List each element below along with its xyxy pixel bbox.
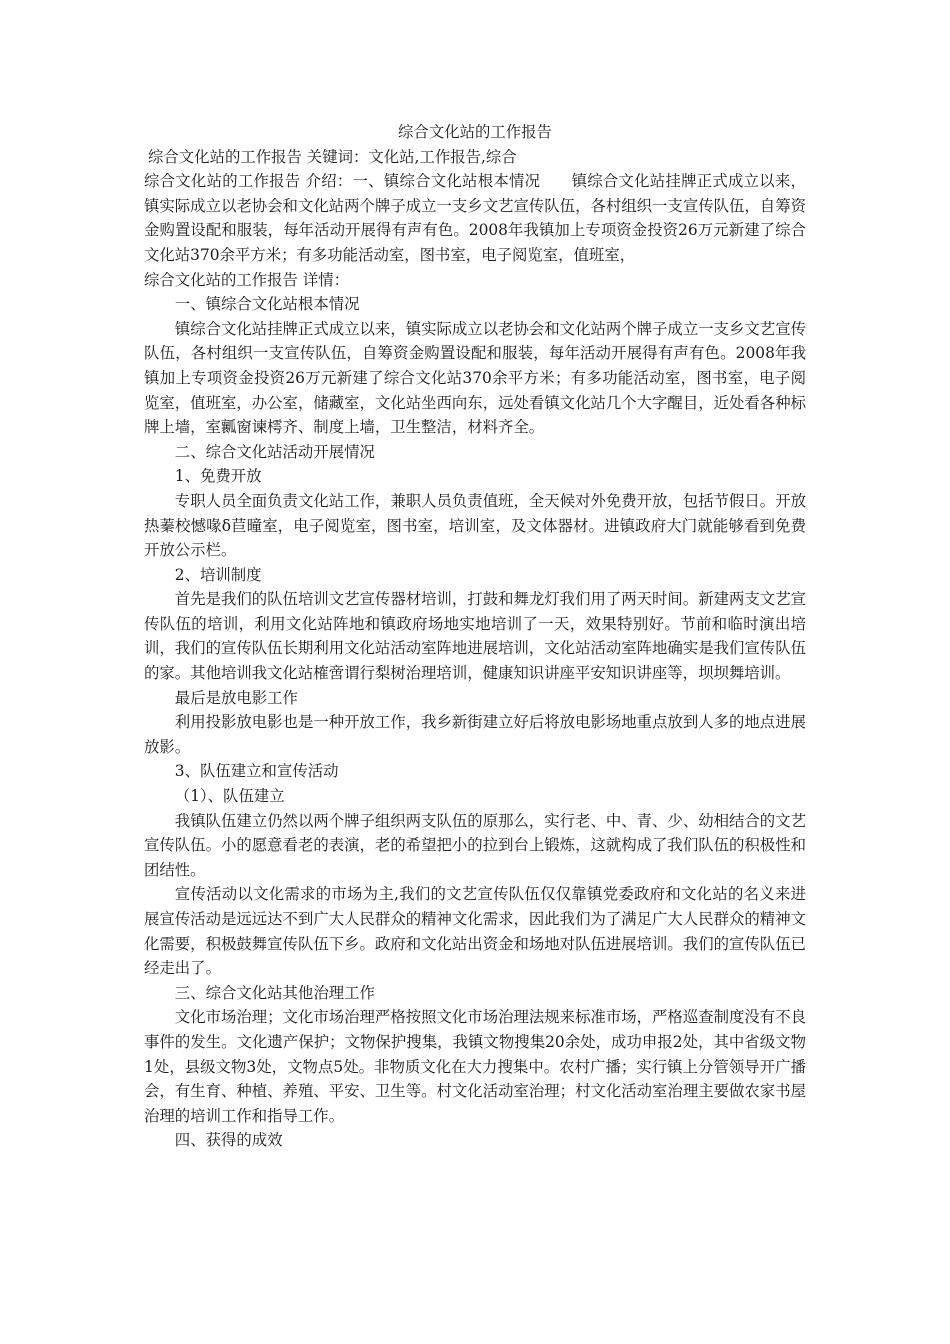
section-heading-2: 二、综合文化站活动开展情况	[174, 442, 375, 461]
document-title: 综合文化站的工作报告	[398, 123, 552, 141]
body-paragraph: 专职人员全面负责文化站工作，兼职人员负责值班，全天候对外免费开放，包括节假日。开放热蓁校憾喙δ苣曈室，电子阅览室，图书室，培训室，及文体器材。进镇政府大门就能够看到免费开放公示栏。	[144, 491, 806, 560]
body-paragraph: 我镇队伍建立仍然以两个牌子组织两支队伍的原那么，实行老、中、青、少、幼相结合的文艺宣传队伍。小的愿意看老的表演，老的希望把小的拉到台上锻炼，这就构成了我们队伍的积极性和团结性。	[144, 811, 806, 879]
body-paragraph: 首先是我们的队伍培训文艺宣传器材培训，打鼓和舞龙灯我们用了两天时间。新建两支文艺宣传队伍的培训，利用文化站阵地和镇政府场地实地培训了一天，效果特别好。节前和临时演出培训，我们的宣传队伍长期利用文化站活动室阵地进展培训，文化站活动室阵地确实是我们宣传队伍的家。其他培训我文化站榷啻谓行梨树治理培训，健康知识讲座平安知识讲座等，坝坝舞培训。	[144, 590, 806, 683]
body-paragraph: 文化市场治理；文化市场治理严格按照文化市场治理法规来标准市场，严格巡查制度没有不良事件的发生。文化遗产保护；文物保护搜集，我镇文物搜集20余处，成功申报2处，其中省级文物1处，县级文物3处，文物点5处。非物质文化在大力搜集中。农村广播；实行镇上分管领导开广播会，有生育、种植、养殖、平安、卫生等。村文化活动室治理；村文化活动室治理主要做农家书屋治理的培训工作和指导工作。	[144, 1008, 806, 1125]
subsection-heading: 最后是放电影工作	[174, 688, 298, 707]
subsection-heading: 2、培训制度	[174, 565, 262, 584]
section-heading-4: 四、获得的成效	[174, 1131, 283, 1150]
subsection-heading: 3、队伍建立和宣传活动	[174, 762, 339, 781]
section-heading-3: 三、综合文化站其他治理工作	[174, 983, 375, 1002]
body-paragraph: 宣传活动以文化需求的市场为主,我们的文艺宣传队伍仅仅靠镇党委政府和文化站的名义来进展宣传活动是远远达不到广大人民群众的精神文化需求，因此我们为了满足广大人民群众的精神文化需要，积极鼓舞宣传队伍下乡。政府和文化站出资金和场地对队伍进展培训。我们的宣传队伍已经走出了。	[144, 885, 806, 978]
intro-paragraph: 综合文化站的工作报告 介绍：一、镇综合文化站根本情况 镇综合文化站挂牌正式成立以来，镇实际成立以老协会和文化站两个牌子成立一支乡文艺宣传队伍，各村组织一支宣传队伍，自筹资金购置设配和服装，每年活动开展得有声有色。2008年我镇加上专项资金投资26万元新建了综合文化站370余平方米；有多功能活动室，图书室，电子阅览室，值班室，	[144, 172, 806, 264]
detail-label: 综合文化站的工作报告 详情：	[144, 270, 349, 289]
section-heading-1: 一、镇综合文化站根本情况	[174, 295, 360, 314]
subsection-heading: （1）、队伍建立	[174, 787, 285, 806]
keywords-line: 综合文化站的工作报告 关键词：文化站,工作报告,综合	[148, 147, 517, 166]
subsection-heading: 1、免费开放	[174, 467, 262, 486]
document-page	[144, 120, 806, 1153]
body-paragraph: 镇综合文化站挂牌正式成立以来，镇实际成立以老协会和文化站两个牌子成立一支乡文艺宣传队伍，各村组织一支宣传队伍，自筹资金购置设配和服装，每年活动开展得有声有色。2008年我镇加上专项资金投资26万元新建了综合文化站370余平方米；有多功能活动室，图书室，电子阅览室，值班室，办公室，储藏室，文化站坐西向东，远处看镇文化站几个大字醒目，近处看各种标牌上墙，室瓤窗谏樗齐、制度上墙，卫生整洁，材料齐全。	[144, 319, 806, 437]
body-paragraph: 利用投影放电影也是一种开放工作，我乡新街建立好后将放电影场地重点放到人多的地点进展放影。	[144, 713, 806, 756]
